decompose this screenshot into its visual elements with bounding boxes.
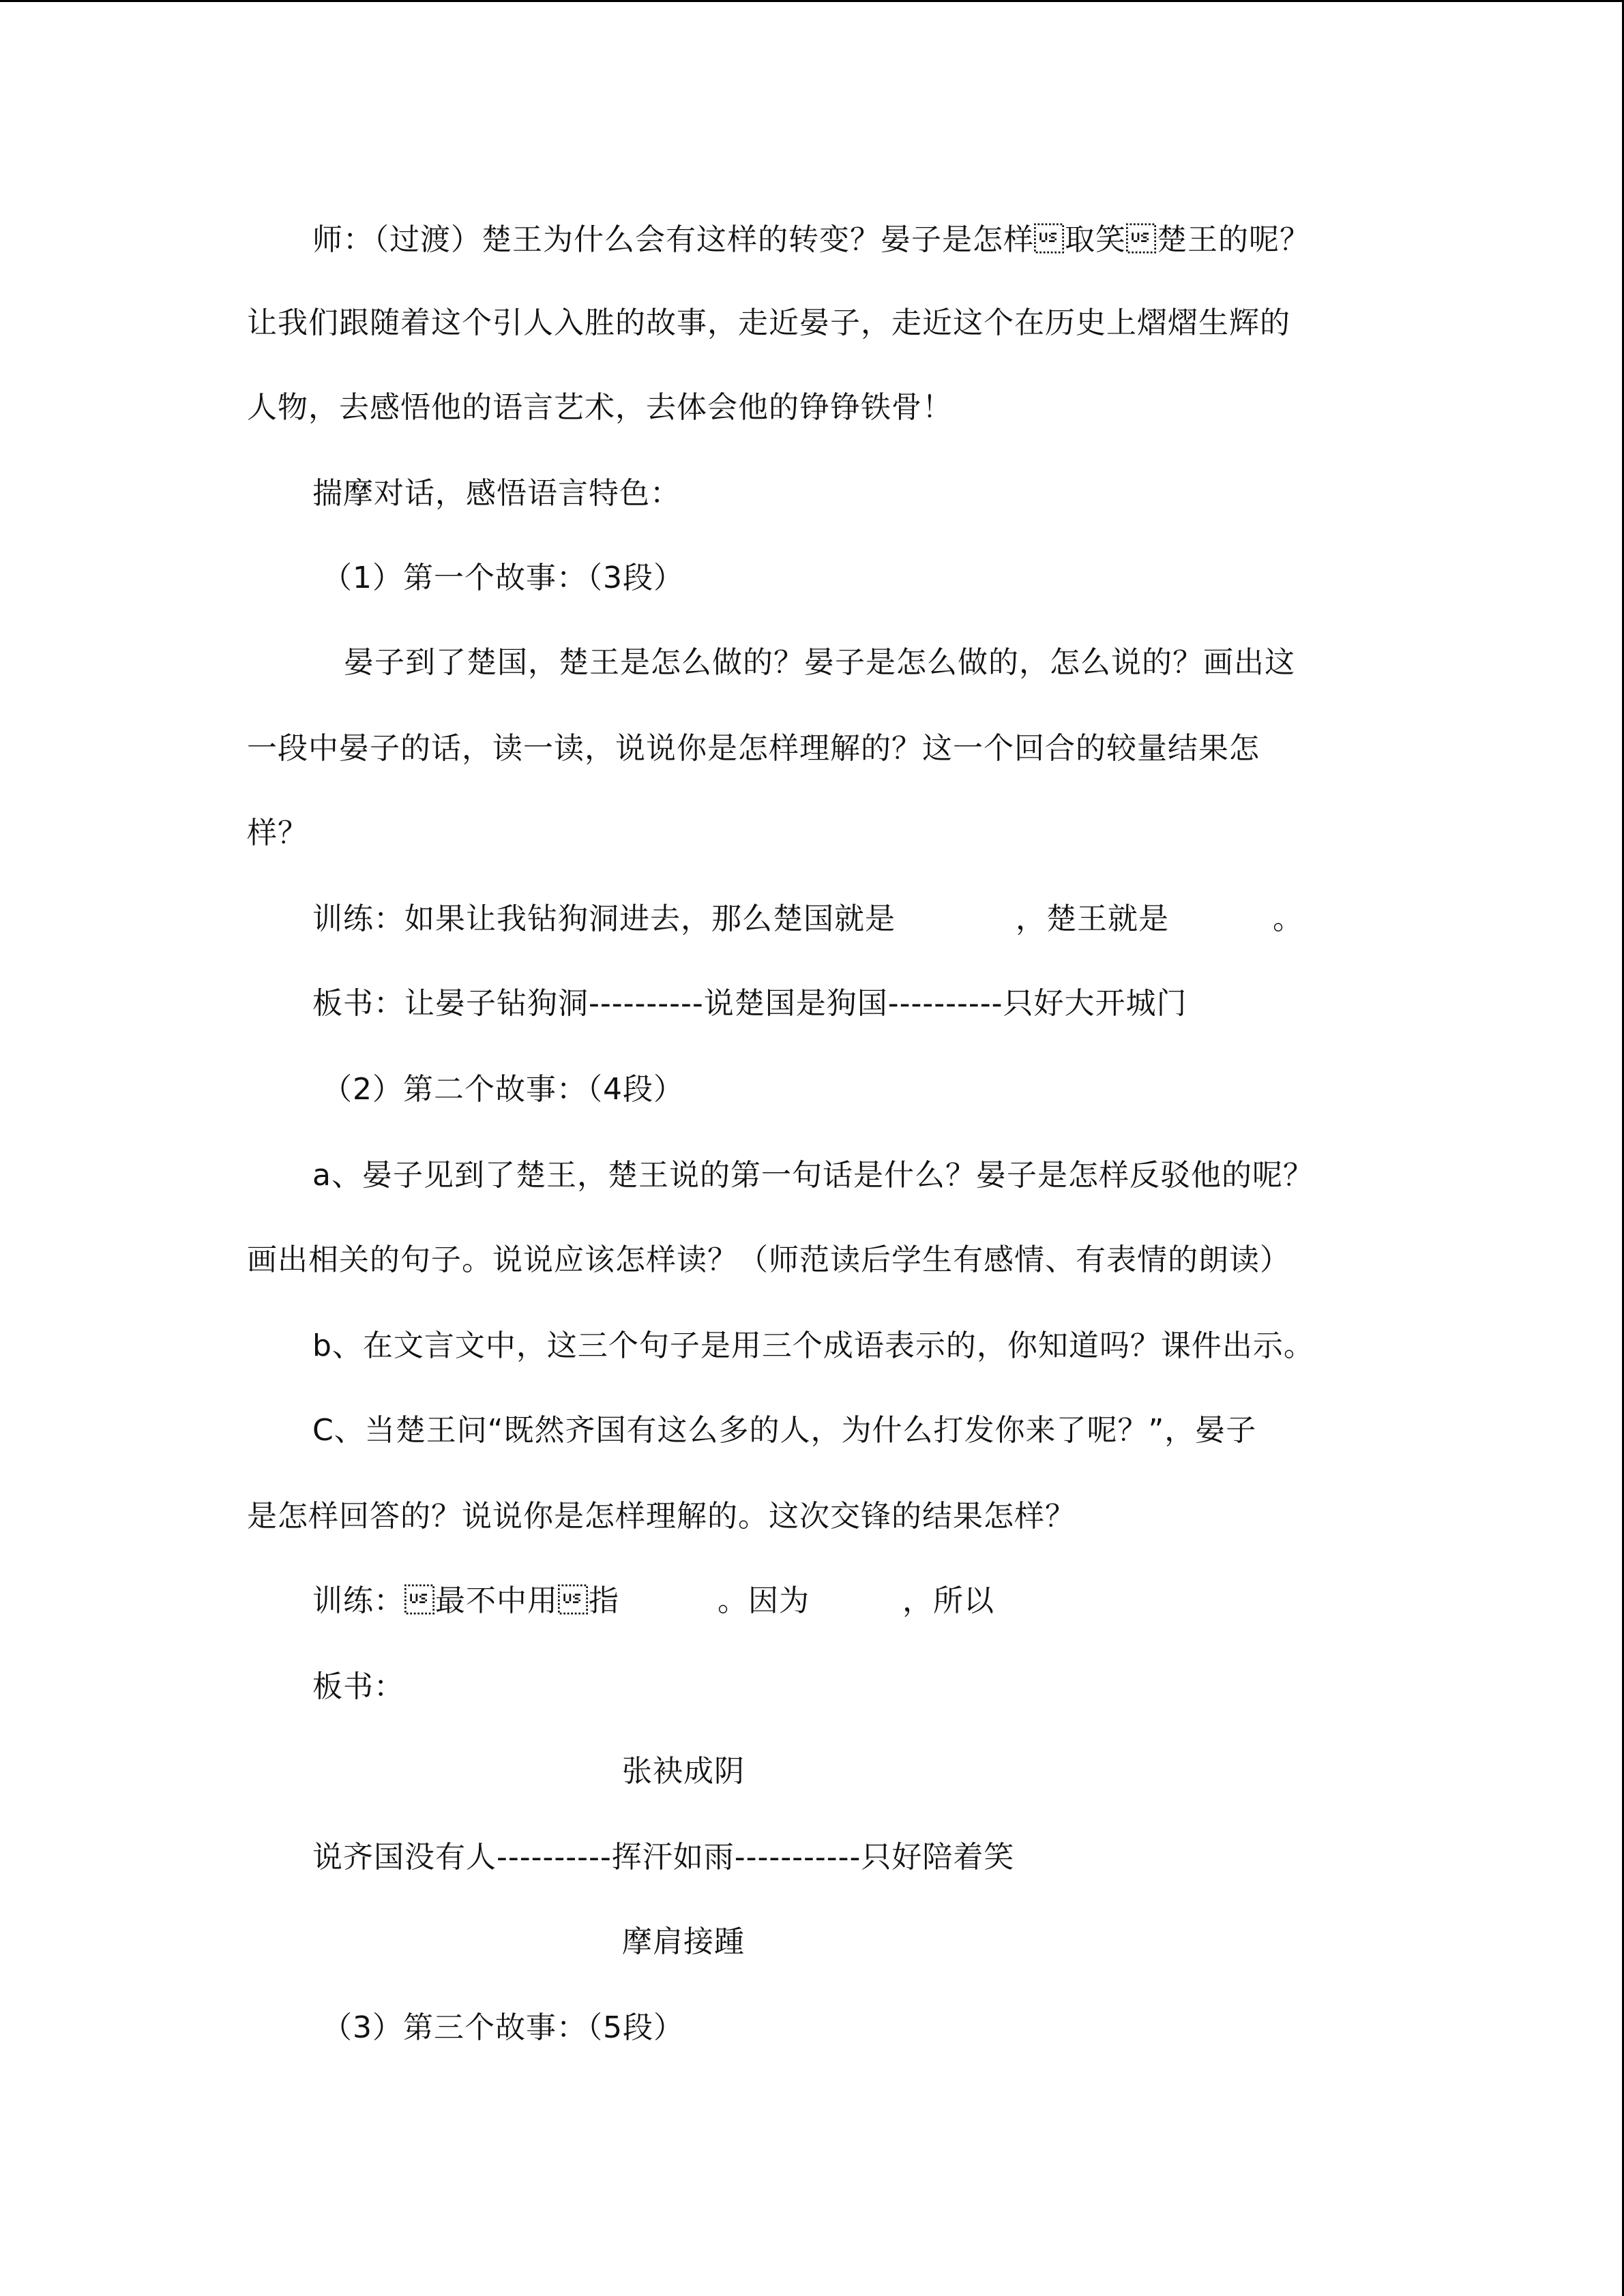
paragraph-transition-cont: 让我们跟随着这个引人入胜的故事，走近晏子，走近这个在历史上熠熠生辉的 bbox=[247, 305, 1290, 340]
board-idiom-3: 摩肩接踵 bbox=[622, 1924, 745, 1959]
training-2-part-c: ，所以 bbox=[902, 1583, 994, 1618]
story-1-question-end: 样？ bbox=[247, 816, 308, 850]
story-1-question-cont: 一段中晏子的话，读一读，说说你是怎样理解的？这一个回合的较量结果怎 bbox=[247, 731, 1260, 766]
training-2 bbox=[312, 1581, 994, 1622]
paragraph-transition: 师：（过渡）楚王为什么会有这样的转变？晏子是怎样 取笑 楚王的呢？ bbox=[312, 222, 1310, 257]
board-writing-2: 说齐国没有人----------挥汗如雨-----------只好陪着笑 bbox=[312, 1840, 1015, 1875]
story-1-question: 晏子到了楚国，楚王是怎么做的？晏子是怎么做的，怎么说的？画出这 bbox=[344, 645, 1295, 680]
board-writing-1: 板书：让晏子钻狗洞----------说楚国是狗国----------只好大开城门 bbox=[312, 986, 1187, 1021]
story-1-heading: （1）第一个故事：（3段） bbox=[322, 561, 684, 595]
story-2-item-c: C、当楚王问“既然齐国有这么多的人，为什么打发你来了呢？”，晏子 bbox=[312, 1413, 1257, 1448]
story-2-item-b: b、在文言文中，这三个句子是用三个成语表示的，你知道吗？课件出示。 bbox=[312, 1328, 1314, 1363]
story-3-heading: （3）第三个故事：（5段） bbox=[322, 2010, 684, 2045]
paragraph-transition-end: 人物，去感悟他的语言艺术，去体会他的铮铮铁骨！ bbox=[247, 390, 953, 425]
story-2-item-a: a、晏子见到了楚王，楚王说的第一句话是什么？晏子是怎样反驳他的呢？ bbox=[312, 1158, 1314, 1193]
training-1-part-a: 训练：如果让我钻狗洞进去，那么楚国就是 bbox=[312, 901, 896, 936]
training-2-part-b: 。因为 bbox=[718, 1583, 810, 1618]
section-heading: 揣摩对话，感悟语言特色： bbox=[312, 476, 681, 511]
training-1-part-b: ，楚王就是 bbox=[1016, 901, 1169, 936]
board-idiom-1: 张袂成阴 bbox=[622, 1754, 745, 1789]
story-2-heading: （2）第二个故事：（4段） bbox=[322, 1072, 684, 1107]
board-writing-2-label: 板书： bbox=[312, 1669, 404, 1704]
story-2-item-c-cont: 是怎样回答的？说说你是怎样理解的。这次交锋的结果怎样？ bbox=[247, 1499, 1076, 1534]
story-2-item-a-cont: 画出相关的句子。说说应该怎样读？（师范读后学生有感情、有表情的朗读） bbox=[247, 1242, 1290, 1277]
training-2-part-a: 训练： 最不中用 指 bbox=[312, 1583, 619, 1618]
training-1 bbox=[312, 899, 1303, 940]
training-1-part-c: 。 bbox=[1273, 901, 1303, 936]
